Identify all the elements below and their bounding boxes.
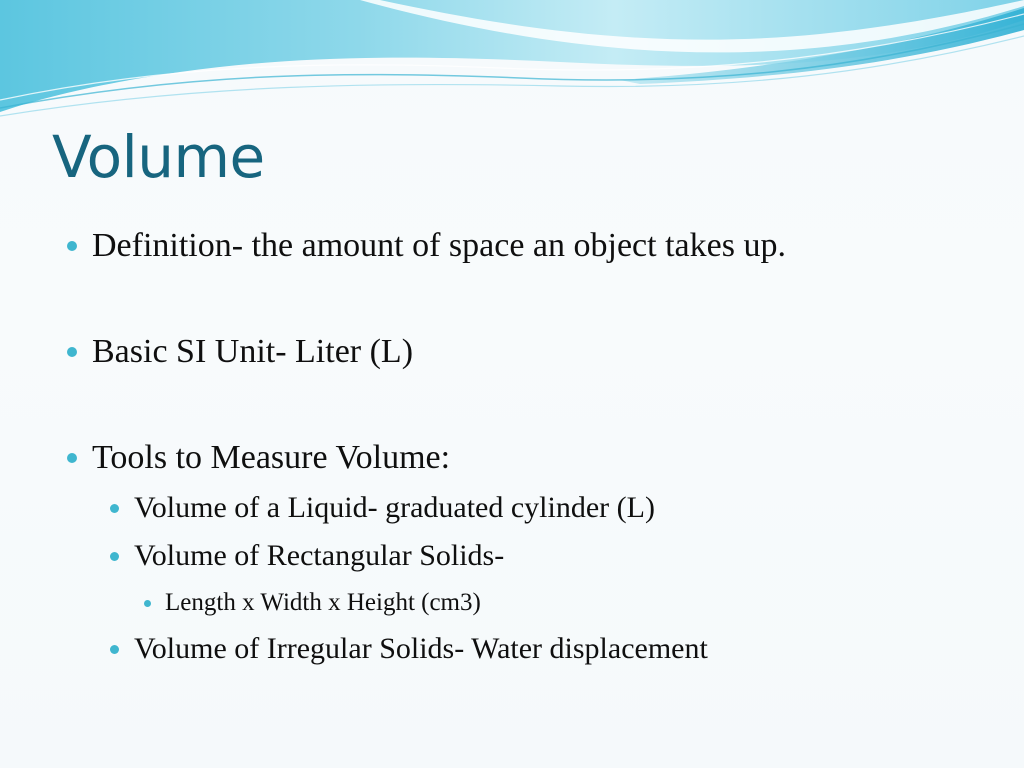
bullet-dot-icon	[110, 504, 119, 513]
bullet-item	[92, 229, 786, 263]
bullet-dot-icon	[110, 552, 119, 561]
bullet-text: Volume of a Liquid- graduated cylinder (L)	[134, 491, 655, 524]
bullet-text: Basic SI Unit- Liter (L)	[92, 333, 414, 370]
bullet-dot-icon	[67, 241, 77, 251]
sub-bullet-item	[134, 493, 655, 523]
bullet-text: Definition- the amount of space an object takes up.	[92, 227, 786, 264]
sub-bullet-item	[134, 541, 504, 571]
sub-bullet-item	[134, 634, 708, 664]
bullet-text: Volume of Rectangular Solids-	[134, 539, 505, 572]
sub-sub-bullet-item	[165, 590, 481, 615]
bullet-text: Volume of Irregular Solids- Water displacement	[134, 632, 708, 665]
bullet-item	[92, 335, 413, 369]
bullet-dot-icon	[110, 645, 119, 654]
slide-title: Volume	[52, 123, 265, 191]
bullet-dot-icon	[67, 347, 77, 357]
bullet-text: Tools to Measure Volume:	[92, 439, 451, 476]
bullet-dot-icon	[144, 600, 151, 607]
bullet-item	[92, 441, 450, 475]
bullet-text: Length x Width x Height (cm3)	[165, 589, 481, 616]
bullet-dot-icon	[67, 453, 77, 463]
